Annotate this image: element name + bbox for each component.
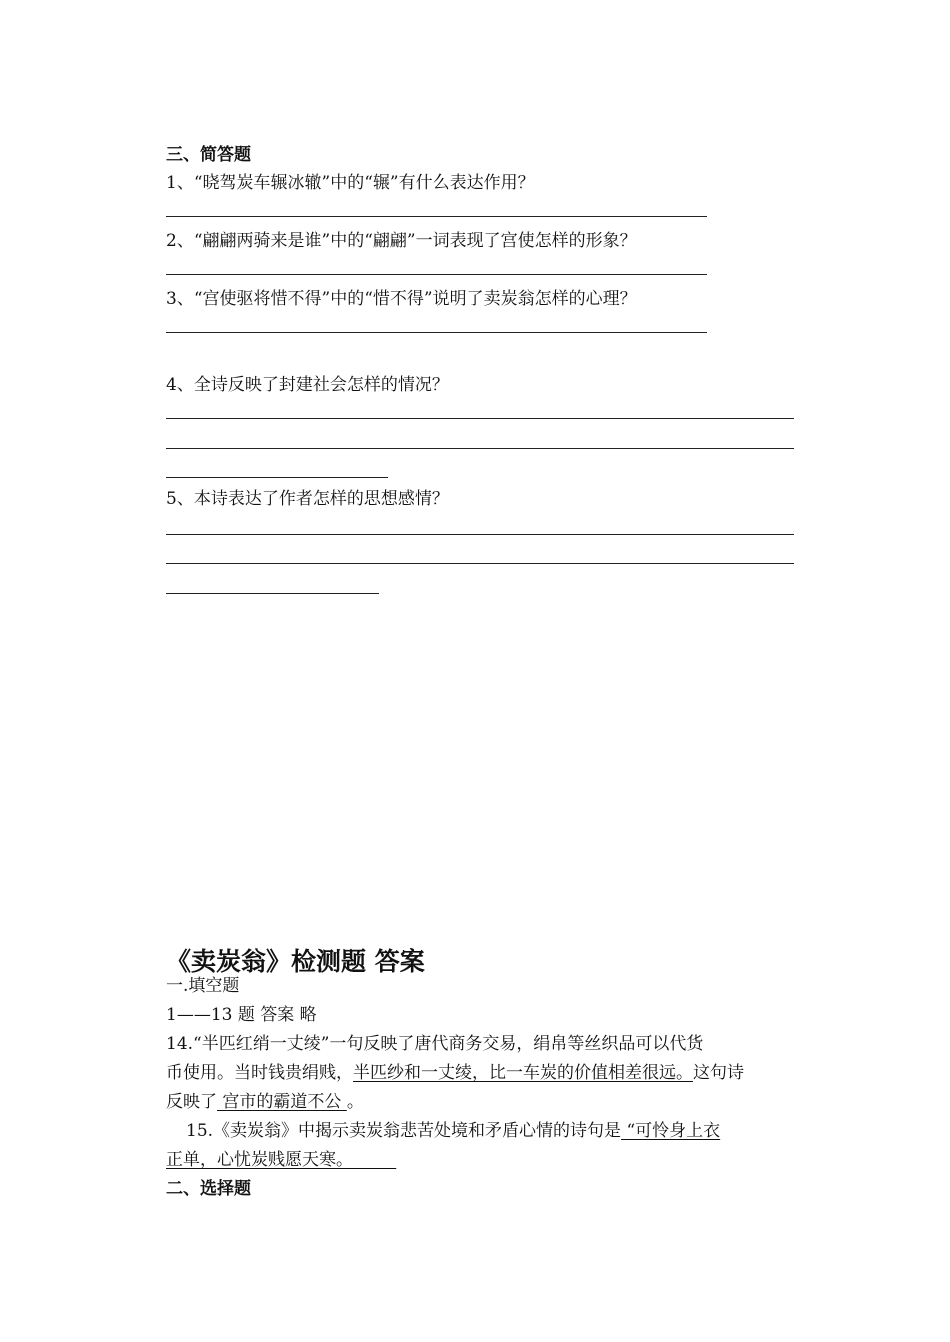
- answer-line: [166, 448, 794, 449]
- answer-line: [166, 593, 379, 594]
- answer-line: [166, 274, 707, 275]
- answer-text: 币使用。当时钱贵绢贱，: [166, 1063, 353, 1083]
- filled-answer: 宫市的霸道不公: [217, 1092, 347, 1112]
- answer-item-15-line2: [166, 1148, 396, 1172]
- answer-item-14-line3: [166, 1090, 364, 1114]
- answer-text: 这句诗: [693, 1063, 744, 1083]
- answer-line: [166, 534, 794, 535]
- answer-line: [166, 332, 707, 333]
- answer-item-15-line1: [186, 1119, 720, 1143]
- answer-line: [166, 477, 388, 478]
- answer-line: [166, 563, 794, 564]
- filled-answer: 正单，心忧炭贱愿天寒。: [166, 1150, 397, 1170]
- question-2: 2、“翩翩两骑来是谁”中的“翩翩”一词表现了宫使怎样的形象？: [166, 231, 637, 251]
- question-3: 3、“宫使驱将惜不得”中的“惜不得”说明了卖炭翁怎样的心理？: [166, 289, 637, 309]
- section-heading: 三、简答题: [166, 145, 251, 165]
- answer-title: 《卖炭翁》检测题 答案: [166, 947, 425, 976]
- answer-item: 1——13 题 答案 略: [166, 1005, 317, 1025]
- part-heading: 一.填空题: [166, 976, 240, 996]
- filled-answer: 半匹纱和一丈绫，比一车炭的价值相差很远。: [353, 1063, 693, 1083]
- answer-item-14-line1: 14.“半匹红绡一丈绫”一句反映了唐代商务交易，绢帛等丝织品可以代货: [166, 1034, 704, 1054]
- answer-text: 。: [346, 1092, 364, 1112]
- filled-answer: “可怜身上衣: [621, 1121, 721, 1141]
- question-5: 5、本诗表达了作者怎样的思想感情？: [166, 489, 449, 509]
- part-heading: 二、选择题: [166, 1179, 251, 1199]
- question-4: 4、全诗反映了封建社会怎样的情况？: [166, 375, 449, 395]
- answer-item-14-line2: [166, 1061, 744, 1085]
- answer-text: 反映了: [166, 1092, 217, 1112]
- answer-line: [166, 216, 707, 217]
- answer-line: [166, 418, 794, 419]
- answer-text: 15.《卖炭翁》中揭示卖炭翁悲苦处境和矛盾心情的诗句是: [186, 1121, 622, 1141]
- question-1: 1、“晓驾炭车辗冰辙”中的“辗”有什么表达作用？: [166, 173, 535, 193]
